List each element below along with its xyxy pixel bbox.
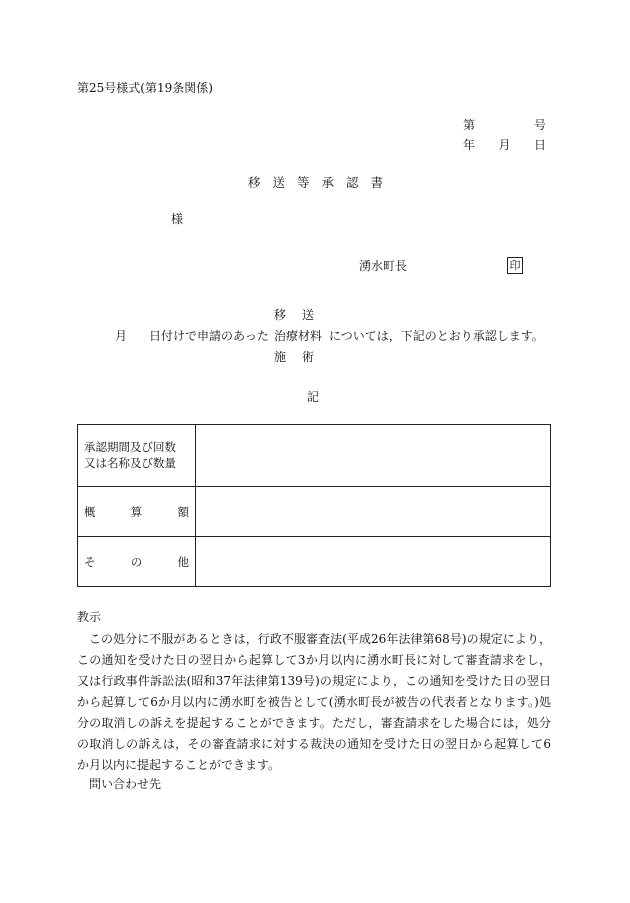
document-number-prefix: 第 — [463, 118, 476, 132]
notice-heading: 教示 — [77, 610, 102, 624]
notice-section — [77, 611, 551, 776]
form-number: 第25号様式(第19条関係) — [77, 81, 213, 95]
date-year: 年 — [463, 138, 476, 152]
table-row — [78, 537, 551, 587]
issuer-name: 湧水町長 — [359, 259, 408, 273]
label-char: 算 — [130, 504, 143, 519]
label-period-count-line2: 又は名称及び数量 — [84, 455, 176, 470]
body-prefix: 日付けで申請のあった — [149, 329, 269, 343]
label-char: 他 — [177, 554, 189, 569]
label-char: そ — [84, 554, 96, 569]
label-estimated-amount — [78, 487, 196, 537]
document-title: 移送等承認書 — [248, 175, 396, 190]
value-estimated-amount[interactable] — [196, 487, 551, 537]
date-month: 月 — [498, 138, 511, 152]
label-other — [78, 537, 196, 587]
table-row — [78, 487, 551, 537]
label-period-count — [78, 425, 196, 487]
notice-paragraph: この処分に不服があるときは，行政不服審査法(平成26年法律第68号)の規定により，この通知を受けた日の翌日から起算して3か月以内に湧水町長に対して審査請求をし，又は行政事件訴訟法(昭和37年法律第139号)の規定により，この通知を受けた日の翌日から起算して6か月以内に湧水町を被告として(湧水町長が被告の代表者となります。)処分の取消しの訴えを提起することができます。ただし，審査請求をした場合には，処分の取消しの訴えは，その審査請求に対する裁決の通知を受けた日の翌日から起算して6か月以内に提起することができます。 — [77, 632, 551, 772]
option-transfer: 移送 — [274, 308, 331, 322]
table-row — [78, 425, 551, 487]
ki-heading: 記 — [307, 390, 320, 404]
value-other[interactable] — [196, 537, 551, 587]
label-char: 額 — [177, 504, 189, 519]
approval-table — [77, 424, 551, 587]
document-number — [463, 119, 546, 131]
body-month: 月 — [115, 329, 128, 343]
label-char: 概 — [84, 504, 96, 519]
issue-date — [463, 139, 546, 151]
label-char: の — [130, 554, 143, 569]
label-period-count-line1: 承認期間及び回数 — [84, 439, 176, 454]
addressee-suffix: 様 — [171, 212, 184, 226]
value-period-count[interactable] — [196, 425, 551, 487]
option-treatment: 施術 — [274, 350, 331, 364]
contact-label: 問い合わせ先 — [89, 777, 162, 791]
document-number-suffix: 号 — [533, 118, 546, 132]
date-day: 日 — [533, 138, 546, 152]
seal-mark: 印 — [507, 257, 523, 274]
option-treatment-material: 治療材料 — [274, 329, 323, 343]
body-suffix: については，下記のとおり承認します。 — [329, 329, 544, 343]
